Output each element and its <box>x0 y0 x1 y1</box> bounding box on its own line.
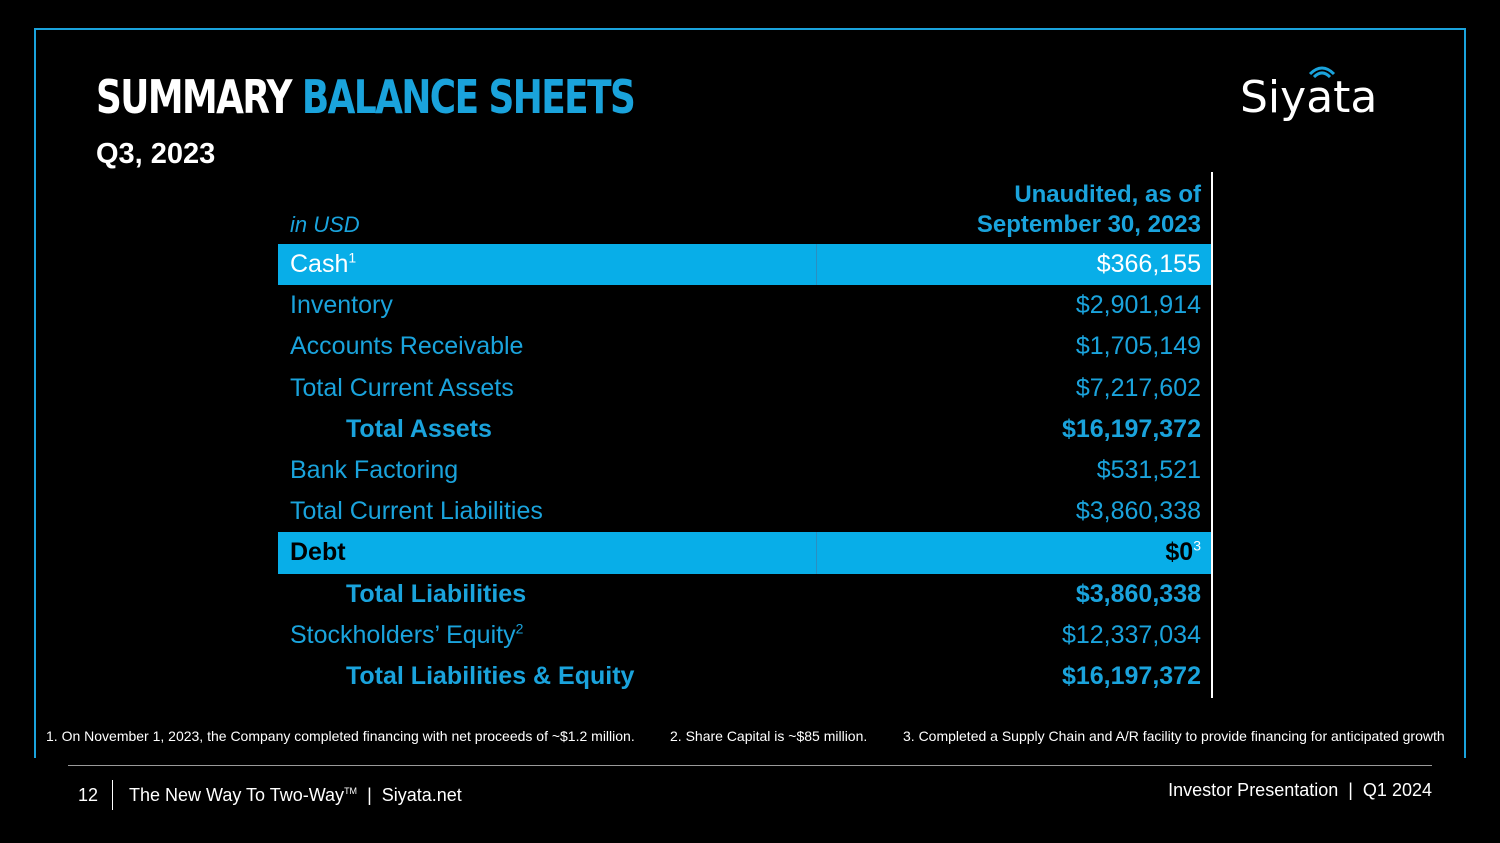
table-row-stockholders-equity <box>278 615 1213 656</box>
footnote-ref: 1 <box>348 249 357 266</box>
row-label: Total Current Assets <box>290 373 514 402</box>
row-value: $3,860,338 <box>1075 497 1201 526</box>
row-value: $7,217,602 <box>1075 373 1201 402</box>
footnote-1: 1. On November 1, 2023, the Company completed financing with net proceeds of ~$1.2 million. <box>46 728 635 744</box>
row-label: Debt <box>290 538 346 567</box>
row-value: $531,521 <box>1096 456 1201 485</box>
footer-site: | Siyata.net <box>357 784 462 805</box>
table-right-border <box>1211 172 1213 698</box>
table-row-inventory <box>278 285 1213 326</box>
row-value: $3,860,338 <box>1075 579 1201 608</box>
column-divider <box>816 244 817 285</box>
footer-divider <box>68 765 1432 766</box>
slide-title <box>96 70 634 124</box>
footer-separator <box>112 780 113 810</box>
table-row-total-current-assets <box>278 368 1213 409</box>
row-label <box>290 621 523 650</box>
footer-tagline <box>129 785 462 806</box>
row-label: Total Liabilities <box>346 579 527 608</box>
footnote-3: 3. Completed a Supply Chain and A/R facility to provide financing for anticipated growth <box>903 728 1445 744</box>
row-value: $12,337,034 <box>1061 620 1201 649</box>
row-label-text: Stockholders’ Equity <box>290 620 516 649</box>
footnote-2: 2. Share Capital is ~$85 million. <box>670 728 868 744</box>
unit-label: in USD <box>290 212 360 237</box>
table-row-debt <box>278 532 1213 573</box>
row-value: $1,705,149 <box>1075 332 1201 361</box>
row-value-text: $0 <box>1165 538 1194 567</box>
trademark-mark: TM <box>344 785 358 796</box>
table-row-total-liabilities-equity <box>278 656 1213 697</box>
slide-subtitle: Q3, 2023 <box>96 138 216 170</box>
table-row-bank-factoring <box>278 450 1213 491</box>
row-label-text: Cash <box>290 250 349 279</box>
row-label: Accounts Receivable <box>290 332 524 361</box>
row-label <box>290 250 356 279</box>
column-header-line2: September 30, 2023 <box>976 211 1201 238</box>
table-row-total-current-liabilities <box>278 491 1213 532</box>
title-white: SUMMARY <box>96 70 291 124</box>
row-value: $16,197,372 <box>1061 661 1201 690</box>
page-number: 12 <box>78 784 99 805</box>
column-divider <box>816 532 817 573</box>
table-row-total-assets <box>278 409 1213 450</box>
row-value: $2,901,914 <box>1075 291 1201 320</box>
column-header <box>977 180 1201 240</box>
siyata-logo <box>1240 58 1410 128</box>
row-label: Total Current Liabilities <box>290 497 543 526</box>
row-value: $366,155 <box>1096 250 1201 279</box>
column-header-line1: Unaudited, as of <box>1014 181 1201 208</box>
footnote-ref: 3 <box>1193 538 1201 555</box>
table-row-total-liabilities <box>278 574 1213 615</box>
row-value <box>1165 538 1201 567</box>
balance-sheet-table <box>278 172 1213 697</box>
table-row-cash <box>278 244 1213 285</box>
footer-left <box>78 780 462 810</box>
row-label: Bank Factoring <box>290 456 459 485</box>
table-header <box>278 172 1213 244</box>
row-value: $16,197,372 <box>1061 414 1201 443</box>
logo-text: Siyata <box>1240 72 1378 123</box>
title-blue: BALANCE SHEETS <box>301 70 635 124</box>
table-row-accounts-receivable <box>278 326 1213 367</box>
tagline-text: The New Way To Two-Way <box>129 784 345 805</box>
footer-right: Investor Presentation | Q1 2024 <box>1168 780 1432 800</box>
row-label: Inventory <box>290 291 393 320</box>
row-label: Total Assets <box>346 414 492 443</box>
row-label: Total Liabilities & Equity <box>346 661 635 690</box>
footnote-ref: 2 <box>515 620 524 637</box>
